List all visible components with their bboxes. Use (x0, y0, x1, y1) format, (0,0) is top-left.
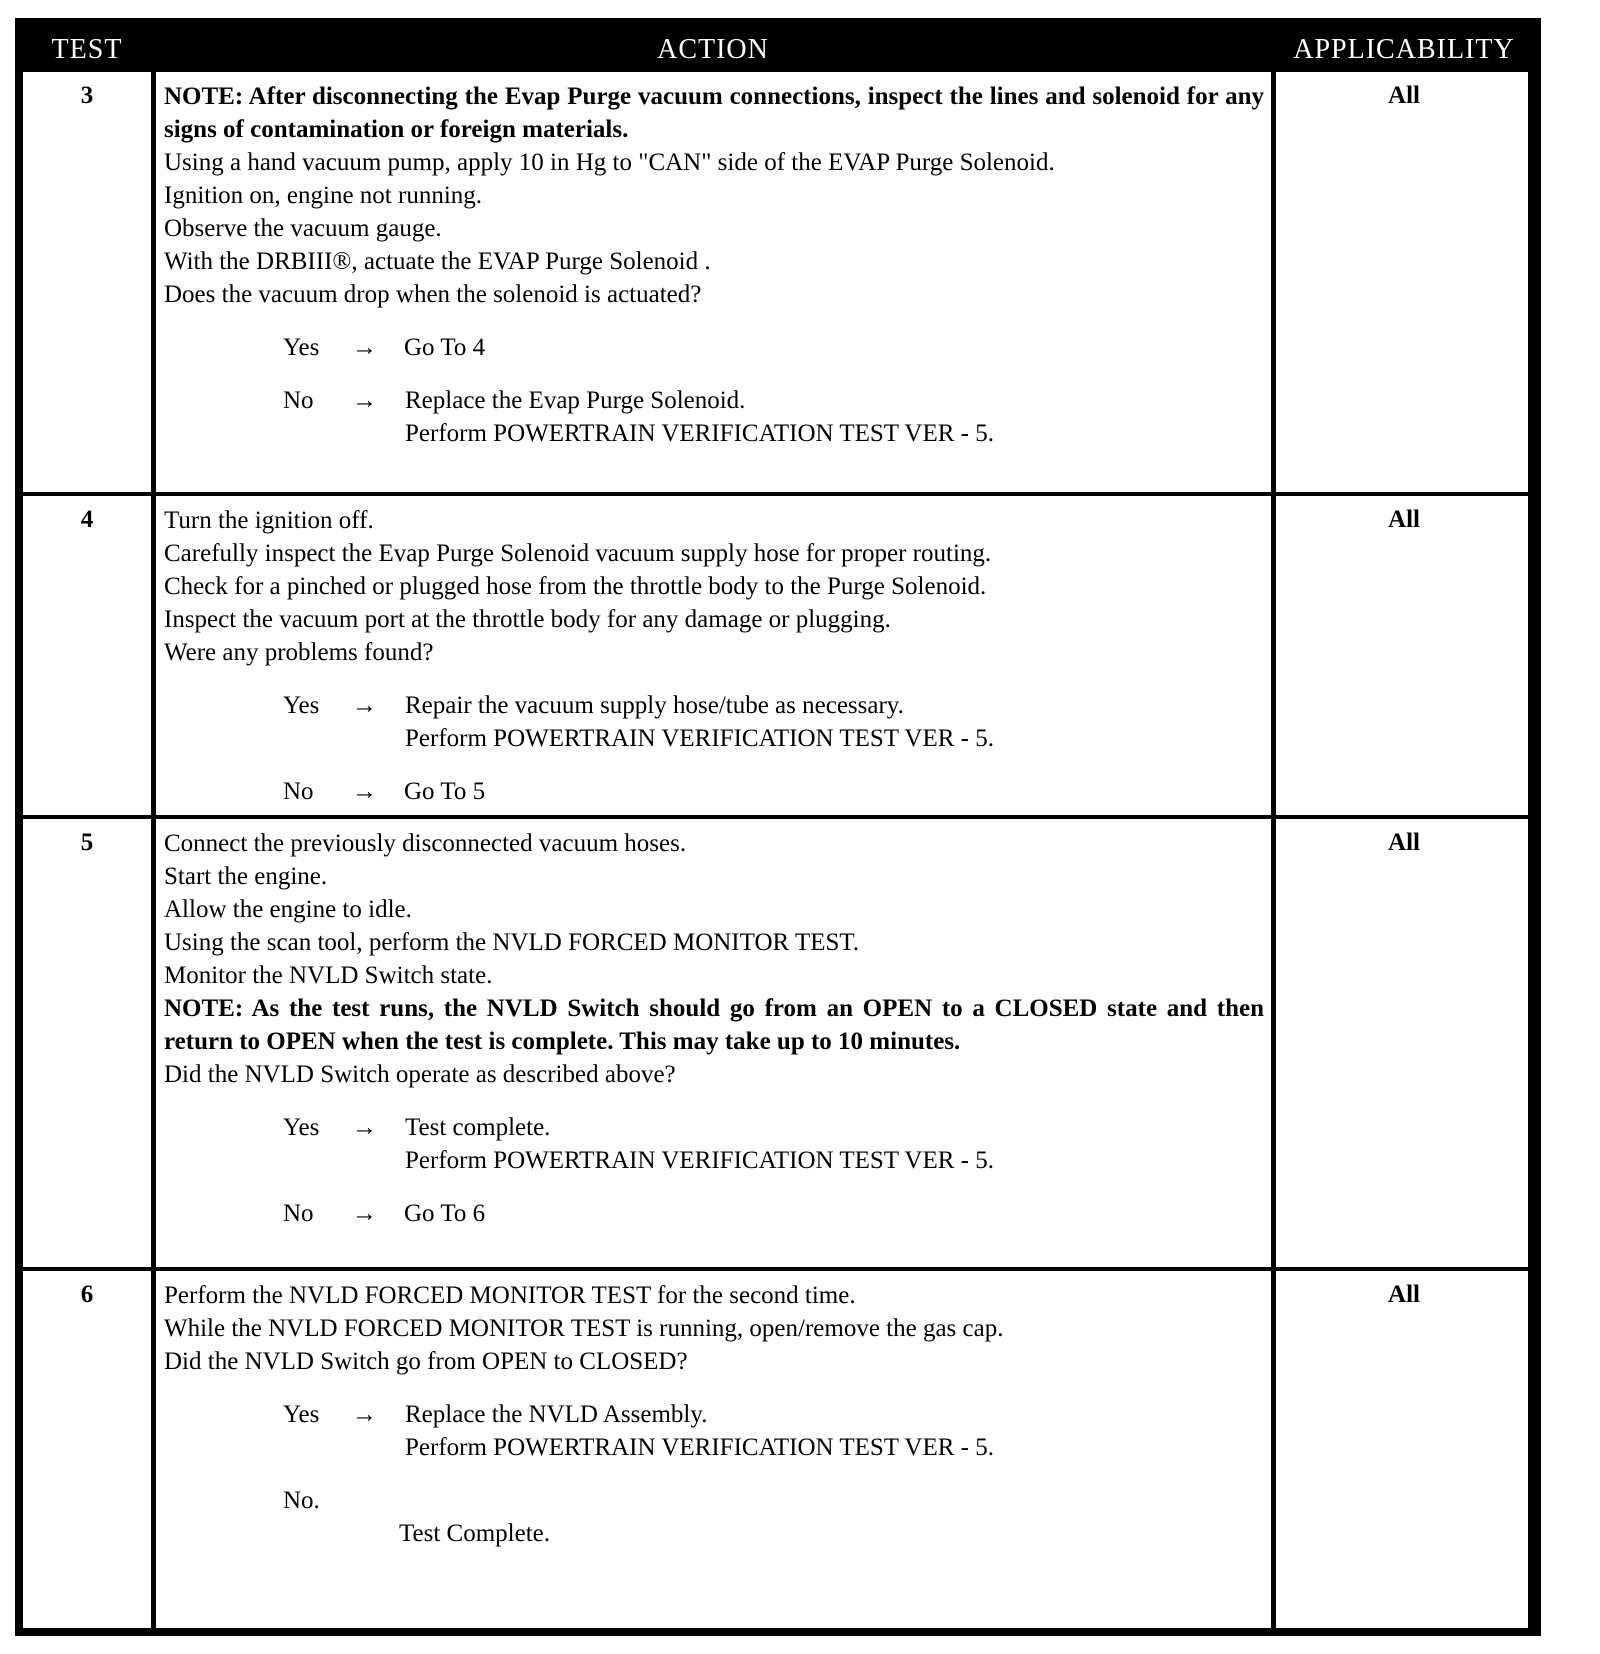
action-line: Start the engine. (164, 863, 328, 890)
note-text: NOTE: After disconnecting the Evap Purge vacuum connections, inspect the lines and solenoid for any signs of contamination or foreign materials. (164, 83, 1264, 143)
test-number: 4 (80, 506, 94, 533)
action-line: Carefully inspect the Evap Purge Solenoid vacuum supply hose for proper routing. (164, 540, 992, 567)
action-line: With the DRBIII®, actuate the EVAP Purge Solenoid . (164, 248, 711, 275)
answer-key: No. (283, 1487, 320, 1514)
diagnostic-table (15, 18, 1541, 1636)
answer-result: Replace the Evap Purge Solenoid. Perform POWERTRAIN VERIFICATION TEST VER - 5. (405, 387, 995, 447)
answer-result: Go To 4 (404, 334, 486, 361)
table-row (23, 1271, 1533, 1626)
arrow-icon: → (352, 387, 377, 414)
answer-key: No (283, 1200, 314, 1227)
action-cell (164, 504, 1264, 808)
header-applicability: APPLICABILITY (1293, 34, 1515, 65)
header-test: TEST (51, 34, 123, 65)
answer-no (164, 1484, 1264, 1550)
action-line: Perform the NVLD FORCED MONITOR TEST for the second time. (164, 1282, 856, 1309)
answer-key: No (283, 387, 314, 414)
answer-yes (164, 689, 1264, 755)
answer-key: Yes (283, 1401, 320, 1428)
arrow-icon: → (352, 1200, 377, 1227)
action-cell (164, 80, 1264, 450)
answer-key: Yes (283, 692, 320, 719)
test-number: 5 (80, 829, 94, 856)
test-number: 6 (80, 1281, 94, 1308)
action-line: Did the NVLD Switch go from OPEN to CLOSED? (164, 1348, 688, 1375)
action-line: Did the NVLD Switch operate as described above? (164, 1061, 676, 1088)
action-line: Observe the vacuum gauge. (164, 215, 442, 242)
action-line: Does the vacuum drop when the solenoid is actuated? (164, 281, 702, 308)
action-line: Monitor the NVLD Switch state. (164, 962, 493, 989)
answer-result: Replace the NVLD Assembly. Perform POWERTRAIN VERIFICATION TEST VER - 5. (405, 1401, 995, 1461)
action-line: Inspect the vacuum port at the throttle body for any damage or plugging. (164, 606, 891, 633)
action-line: Were any problems found? (164, 639, 434, 666)
answer-yes (164, 1111, 1264, 1177)
applicability-cell: All (1388, 506, 1420, 533)
answer-result: Go To 6 (404, 1200, 486, 1227)
arrow-icon: → (352, 778, 377, 805)
arrow-icon: → (352, 1401, 377, 1428)
action-line: Using the scan tool, perform the NVLD FORCED MONITOR TEST. (164, 929, 860, 956)
answer-no (164, 775, 1264, 808)
table-row (23, 819, 1533, 1267)
action-line: Turn the ignition off. (164, 507, 374, 534)
applicability-cell: All (1388, 1281, 1420, 1308)
action-cell (164, 1279, 1264, 1550)
table-header (23, 26, 1533, 72)
note-text: NOTE: As the test runs, the NVLD Switch should go from an OPEN to a CLOSED state and then return to OPEN when the test is complete. This may take up to 10 minutes. (164, 995, 1264, 1055)
action-line: Allow the engine to idle. (164, 896, 412, 923)
answer-yes (164, 1398, 1264, 1464)
answer-result: Go To 5 (404, 778, 486, 805)
action-line: Ignition on, engine not running. (164, 182, 483, 209)
action-line: Using a hand vacuum pump, apply 10 in Hg to "CAN" side of the EVAP Purge Solenoid. (164, 149, 1055, 176)
applicability-cell: All (1388, 82, 1420, 109)
action-line: Connect the previously disconnected vacuum hoses. (164, 830, 687, 857)
answer-key: Yes (283, 1114, 320, 1141)
action-line: While the NVLD FORCED MONITOR TEST is running, open/remove the gas cap. (164, 1315, 1004, 1342)
answer-key: Yes (283, 334, 320, 361)
answer-no (164, 384, 1264, 450)
test-number: 3 (80, 82, 94, 109)
arrow-icon: → (352, 334, 377, 361)
arrow-icon: → (352, 692, 377, 719)
applicability-cell: All (1388, 829, 1420, 856)
answer-yes (164, 331, 1264, 364)
action-line: Check for a pinched or plugged hose from the throttle body to the Purge Solenoid. (164, 573, 987, 600)
table-row (23, 496, 1533, 816)
answer-result: Test complete. Perform POWERTRAIN VERIFICATION TEST VER - 5. (405, 1114, 995, 1174)
table-row (23, 72, 1533, 492)
answer-result: Test Complete. (399, 1520, 551, 1547)
header-action: ACTION (657, 34, 769, 65)
answer-key: No (283, 778, 314, 805)
arrow-icon: → (352, 1114, 377, 1141)
answer-no (164, 1197, 1264, 1230)
action-cell (164, 827, 1264, 1230)
answer-result: Repair the vacuum supply hose/tube as necessary. Perform POWERTRAIN VERIFICATION TEST VER - 5. (405, 692, 995, 752)
